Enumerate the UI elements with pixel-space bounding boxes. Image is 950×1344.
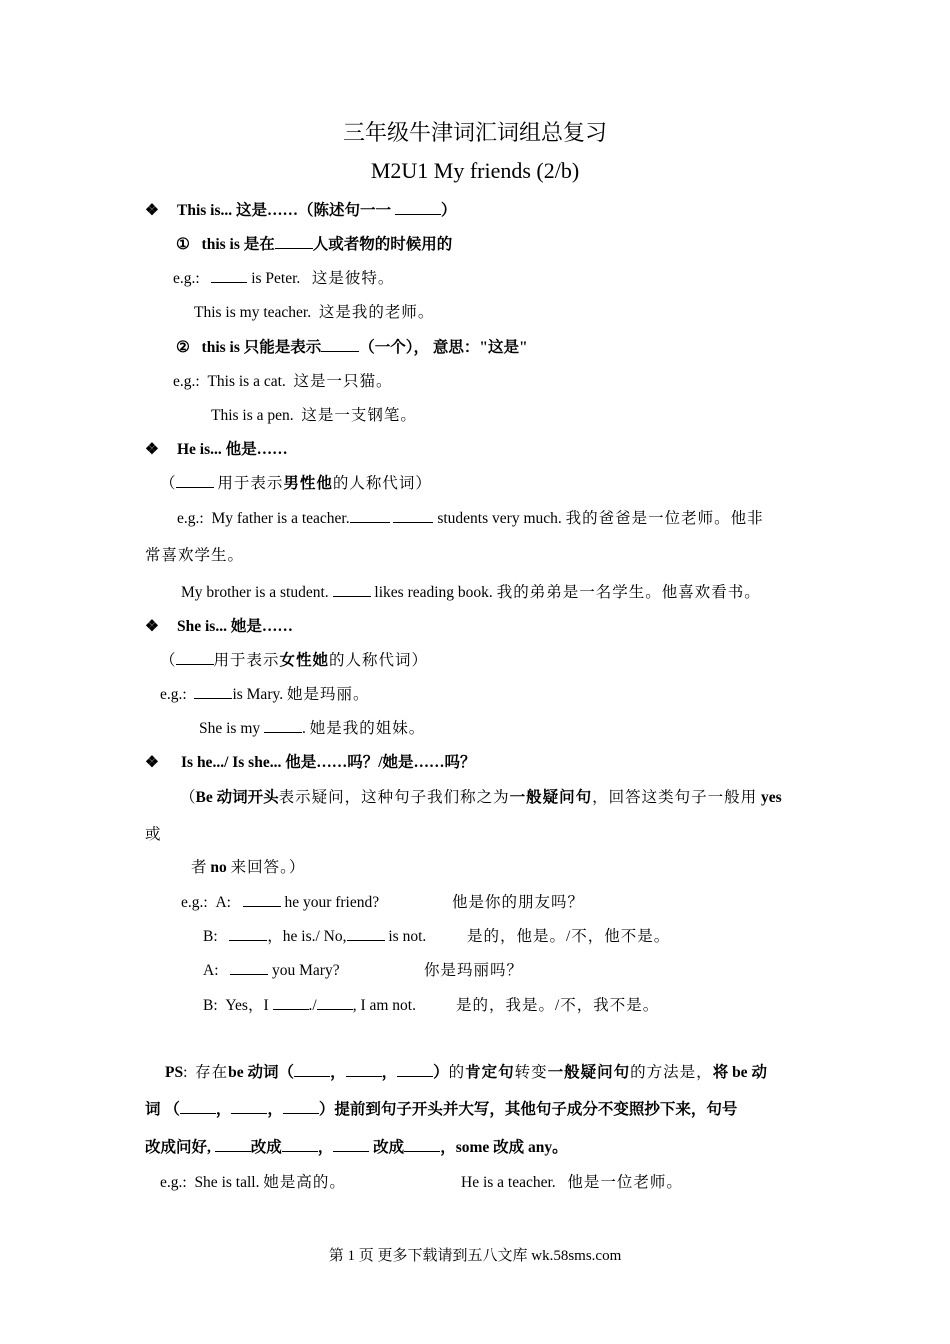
blank xyxy=(395,200,441,215)
example-line: e.g.: is Mary. 她是玛丽。 xyxy=(160,686,370,703)
section-question-heading: ❖ Is he.../ Is she... 他是……吗？/她是……吗？ xyxy=(145,752,476,774)
blank xyxy=(229,926,267,941)
section-she-is-heading: ❖ She is... 她是…… xyxy=(145,616,293,638)
section-this-is-heading: ❖ This is... 这是……（陈述句一一 ） xyxy=(145,200,456,222)
blank xyxy=(180,1099,216,1114)
page-subtitle: M2U1 My friends (2/b) xyxy=(370,158,580,183)
example-line: This is my teacher. 这是我的老师。 xyxy=(194,304,435,321)
dialogue-translation: 你是玛丽吗？ xyxy=(424,962,524,979)
blank xyxy=(211,268,247,283)
blank xyxy=(347,926,385,941)
blank xyxy=(282,1137,318,1152)
blank xyxy=(350,508,390,523)
blank xyxy=(243,892,281,907)
example-line: e.g.: is Peter. 这是彼特。 xyxy=(173,270,395,287)
section-he-is-heading: ❖ He is... 他是…… xyxy=(145,439,288,461)
blank xyxy=(404,1137,440,1152)
example-line: This is a pen. 这是一支钢笔。 xyxy=(211,407,417,424)
blank xyxy=(273,995,309,1010)
blank xyxy=(294,1062,330,1077)
blank xyxy=(397,1062,433,1077)
blank xyxy=(333,1137,369,1152)
point-1: ① this is 是在 人或者物的时候用的 xyxy=(176,236,453,253)
blank xyxy=(176,473,214,488)
ps-example: e.g.: She is tall. 她是高的。 xyxy=(160,1174,346,1191)
bullet-diamond-icon: ❖ xyxy=(145,618,159,635)
page-title: 三年级牛津词汇词组总复习 xyxy=(342,120,607,145)
dialogue-line: B: ，he is./ No, is not. xyxy=(203,928,427,945)
blank xyxy=(176,650,214,665)
note-line-cont: 者 no 来回答。） xyxy=(191,859,306,876)
note-line: （ 用于表示女性她的人称代词） xyxy=(160,652,429,669)
point-2: ② this is 只能是表示 （一个）， 意思："这是" xyxy=(176,339,528,356)
dialogue-translation: 是的，他是。/不，他不是。 xyxy=(467,928,671,945)
blank xyxy=(317,995,353,1010)
blank xyxy=(321,337,359,352)
note-line-cont: 或 xyxy=(145,826,161,843)
blank xyxy=(230,960,268,975)
page-footer: 第 1 页 更多下载请到五八文库 wk.58sms.com xyxy=(328,1248,622,1264)
example-line: She is my . 她是我的姐妹。 xyxy=(199,720,426,737)
blank xyxy=(231,1099,267,1114)
blank xyxy=(346,1062,382,1077)
dialogue-line: B: Yes，I ./ , I am not. xyxy=(203,997,416,1014)
ps-line-2: 词 （ ， ， ）提前到句子开头并大写，其他句子成分不变照抄下来，句号 xyxy=(145,1101,738,1118)
blank xyxy=(194,684,232,699)
blank xyxy=(283,1099,319,1114)
blank xyxy=(275,234,313,249)
dialogue-line: e.g.: A: he your friend? xyxy=(181,894,380,911)
example-line: My brother is a student. likes reading book. 我的弟弟是一名学生。他喜欢看书。 xyxy=(181,584,761,601)
blank xyxy=(393,508,433,523)
ps-line-1: PS: 存在be 动词（ ， ， ）的肯定句转变一般疑问句的方法是，将 be 动 xyxy=(165,1064,767,1081)
dialogue-translation: 是的，我是。/不，我不是。 xyxy=(456,997,660,1014)
example-line: e.g.: This is a cat. 这是一只猫。 xyxy=(173,373,393,390)
bullet-diamond-icon: ❖ xyxy=(145,441,159,458)
bullet-diamond-icon: ❖ xyxy=(145,754,159,771)
dialogue-translation: 他是你的朋友吗？ xyxy=(452,894,585,911)
ps-line-3: 改成问好, 改成 ， 改成 ，some 改成 any。 xyxy=(145,1139,568,1156)
example-line-cont: 常喜欢学生。 xyxy=(145,547,245,564)
note-line: （ 用于表示男性他的人称代词） xyxy=(160,475,432,492)
bullet-diamond-icon: ❖ xyxy=(145,202,159,219)
note-line: （Be 动词开头表示疑问，这种句子我们称之为一般疑问句，回答这类句子一般用 yes xyxy=(180,789,782,806)
example-line: e.g.: My father is a teacher. students very much. 我的爸爸是一位老师。他非 xyxy=(177,510,764,527)
dialogue-line: A: you Mary? xyxy=(203,962,340,979)
ps-example: He is a teacher. 他是一位老师。 xyxy=(461,1174,683,1191)
blank xyxy=(264,718,302,733)
blank xyxy=(333,582,371,597)
blank xyxy=(215,1137,251,1152)
